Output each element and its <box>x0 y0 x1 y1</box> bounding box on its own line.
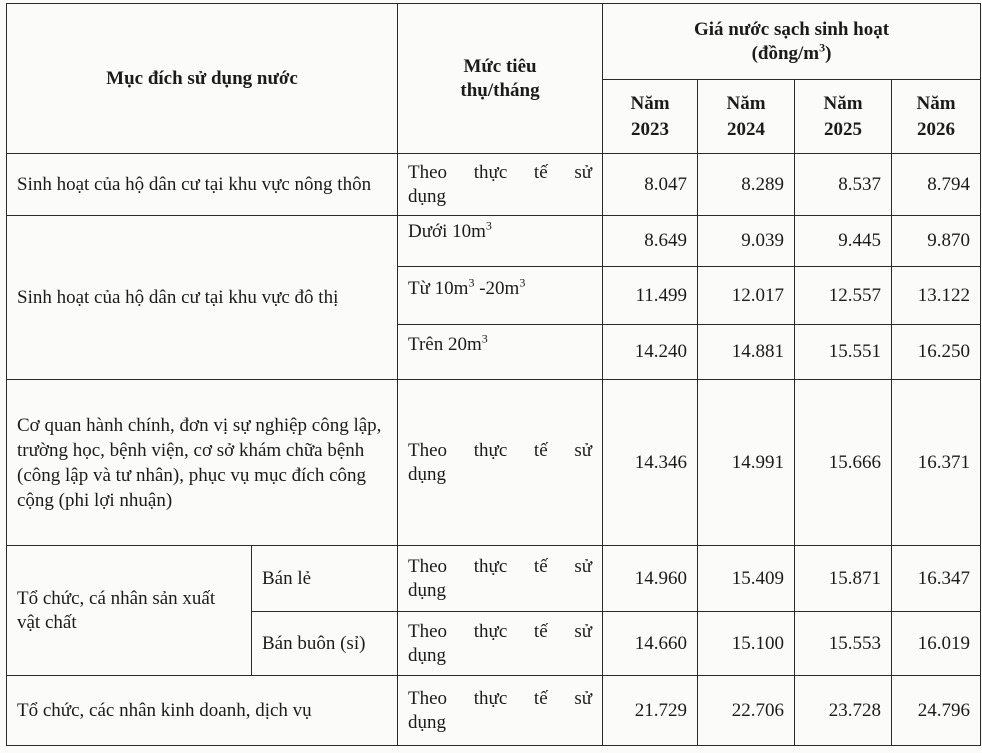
header-year-2024: Năm 2024 <box>698 80 795 154</box>
header-year-2025: Năm 2025 <box>795 80 892 154</box>
production-wholesale-2024: 15.100 <box>698 612 795 676</box>
urban-tier-2-2026: 13.122 <box>892 267 981 325</box>
urban-tier-1-2026: 9.870 <box>892 216 981 267</box>
business-2024: 22.706 <box>698 676 795 746</box>
production-wholesale-2023: 14.660 <box>603 612 698 676</box>
urban-purpose: Sinh hoạt của hộ dân cư tại khu vực đô thị <box>7 216 398 380</box>
table-row-rural <box>7 154 981 216</box>
header-purpose: Mục đích sử dụng nước <box>7 4 398 154</box>
water-price-table <box>6 3 981 746</box>
urban-tier-3-2024: 14.881 <box>698 325 795 380</box>
header-row-1 <box>7 4 981 80</box>
rural-2024: 8.289 <box>698 154 795 216</box>
urban-tier-2-2025: 12.557 <box>795 267 892 325</box>
table-row-business <box>7 676 981 746</box>
business-2026: 24.796 <box>892 676 981 746</box>
production-wholesale-2026: 16.019 <box>892 612 981 676</box>
urban-tier-3-2023: 14.240 <box>603 325 698 380</box>
urban-tier-3-2026: 16.250 <box>892 325 981 380</box>
urban-tier-1-2025: 9.445 <box>795 216 892 267</box>
rural-2023: 8.047 <box>603 154 698 216</box>
urban-tier-1-2024: 9.039 <box>698 216 795 267</box>
header-consumption-level <box>398 4 603 154</box>
table-row-urban-tier-1 <box>7 216 981 267</box>
urban-tier-1-level: Dưới $10m^3$ <box>398 216 603 267</box>
public-2023: 14.346 <box>603 380 698 546</box>
rural-2025: 8.537 <box>795 154 892 216</box>
header-year-2023: Năm 2023 <box>603 80 698 154</box>
business-2025: 23.728 <box>795 676 892 746</box>
rural-purpose: Sinh hoạt của hộ dân cư tại khu vực nông thôn <box>7 154 398 216</box>
production-wholesale-2025: 15.553 <box>795 612 892 676</box>
production-retail-label: Bán lẻ <box>252 546 398 612</box>
business-2023: 21.729 <box>603 676 698 746</box>
urban-tier-3-2025: 15.551 <box>795 325 892 380</box>
header-price <box>603 4 981 80</box>
business-level: Theo thực tế sử dụng <box>398 676 603 746</box>
rural-level: Theo thực tế sử dụng <box>398 154 603 216</box>
public-level: Theo thực tế sử dụng <box>398 380 603 546</box>
rural-2026: 8.794 <box>892 154 981 216</box>
public-2025: 15.666 <box>795 380 892 546</box>
public-2026: 16.371 <box>892 380 981 546</box>
header-price-unit: $(đồng/m^3)$ <box>751 40 832 64</box>
header-year-2026: Năm 2026 <box>892 80 981 154</box>
urban-tier-1-2023: 8.649 <box>603 216 698 267</box>
production-wholesale-level: Theo thực tế sử dụng <box>398 612 603 676</box>
table-row-production-retail <box>7 546 981 612</box>
header-price-line1: Giá nước sạch sinh hoạt <box>693 18 890 40</box>
public-2024: 14.991 <box>698 380 795 546</box>
urban-tier-3-level: Trên $20m^3$ <box>398 325 603 380</box>
production-retail-2023: 14.960 <box>603 546 698 612</box>
table-row-public <box>7 380 981 546</box>
production-retail-level: Theo thực tế sử dụng <box>398 546 603 612</box>
urban-tier-2-2023: 11.499 <box>603 267 698 325</box>
public-purpose: Cơ quan hành chính, đơn vị sự nghiệp công lập, trường học, bệnh viện, cơ sở khám chữa bệnh (công lập và tư nhân), phục vụ mục đích công cộng (phi lợi nhuận) <box>7 380 398 546</box>
urban-tier-2-level: Từ $10m^3$ $-20m^3$ <box>398 267 603 325</box>
business-purpose: Tổ chức, các nhân kinh doanh, dịch vụ <box>7 676 398 746</box>
production-wholesale-label: Bán buôn (sỉ) <box>252 612 398 676</box>
production-retail-2026: 16.347 <box>892 546 981 612</box>
production-retail-2024: 15.409 <box>698 546 795 612</box>
header-level-line2: thụ/tháng <box>460 79 540 101</box>
production-purpose: Tổ chức, cá nhân sản xuất vật chất <box>7 546 252 676</box>
header-level-line1: Mức tiêu <box>463 55 537 77</box>
production-retail-2025: 15.871 <box>795 546 892 612</box>
urban-tier-2-2024: 12.017 <box>698 267 795 325</box>
